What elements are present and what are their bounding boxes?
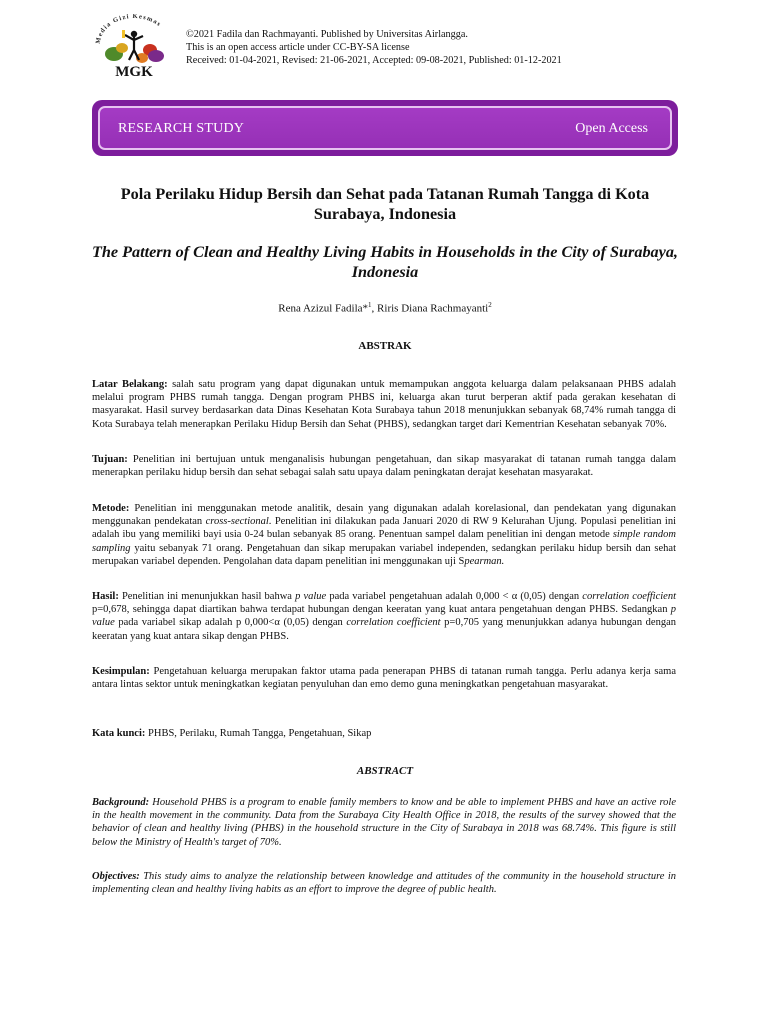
logo-letters: MGK (115, 64, 153, 80)
banner-inner (98, 106, 672, 150)
kata-kunci-text: PHBS, Perilaku, Rumah Tangga, Pengetahuan, Sikap (145, 728, 372, 739)
metode-text-1: Penelitian ini menggunakan metode analitik, desain yang digunakan adalah korelasional, dan pendekatan yang digunakan menggunakan pendekatan (92, 503, 676, 528)
latar-belakang-text: salah satu program yang dapat digunakan untuk memampukan anggota keluarga dalam pelaksanaan PHBS adalah melalui program PHBS rumah tangga. Dengan program PHBS ini, keluarga akan turut berperan aktif pada gerakan kesehatan di masyarakat. Hasil survey berdasarkan data Dinas Kesehatan Kota Surabaya tahun 2018 menunjukkan sebanyak 68,74% rumah tangga di Kota Surabaya telah menerapkan Perilaku Hidup Bersih dan Sehat (PHBS), sedangkan target dari Kementrian Kesehatan sebanyak 70%. (92, 379, 676, 430)
title-english: The Pattern of Clean and Healthy Living Habits in Households in the City of Surabaya, Indonesia (92, 243, 678, 281)
hasil-text-2: pada variabel pengetahuan adalah 0,000 < α (0,05) dengan (326, 591, 583, 602)
metode-paragraph (92, 502, 676, 568)
article-type-banner (92, 100, 678, 156)
tujuan-text: Penelitian ini bertujuan untuk menganalisis hubungan pengetahuan, dan sikap masyarakat di tatanan rumah tangga dalam menerapkan perilaku hidup bersih dan sehat sebagai salah satu upaya dalam peningkatan derajat kesehatan masyarakat. (92, 454, 676, 479)
kesimpulan-text: Pengetahuan keluarga merupakan faktor utama pada penerapan PHBS di tatanan rumah tangga. Perlu adanya kerja sama antara lintas sektor untuk meningkatkan kegiatan penyuluhan dan emo demo guna meningkatkan pengetahuan masyarakat. (92, 666, 676, 691)
journal-logo (92, 14, 176, 80)
copyright-line: ©2021 Fadila dan Rachmayanti. Published by Universitas Airlangga. (186, 29, 468, 40)
publication-meta (186, 28, 562, 67)
mgk-emblem-icon (92, 14, 176, 80)
metode-text-3: yaitu sebanyak 71 orang. Pengetahuan dan sikap merupakan variabel independen, sedangkan perilaku hidup bersih dan sehat merupakan variabel dependen. Pengolahan data dapam penelitian ini menggunakan uji S (92, 542, 676, 567)
kesimpulan-paragraph (92, 665, 676, 691)
background-text: Household PHBS is a program to enable family members to know and be able to implement PHBS and have an active role in the health movement in the community. Data from the Surabaya City Health Office in 2018, the results of the survey showed that the behavior of clean and healthy living (PHBS) in the household structure in the City of Surabaya in 2018 was 68.74%. This figure is still below the Ministry of Health's target of 70%. (92, 797, 676, 848)
abstrak-heading: ABSTRAK (358, 340, 412, 352)
objectives-label: Objectives: (92, 871, 140, 882)
author-2: Riris Diana Rachmayanti (377, 302, 489, 315)
license-line: This is an open access article under CC-BY-SA license (186, 42, 410, 53)
hasil-italic-4: correlation coefficient (346, 617, 441, 629)
metode-label: Metode: (92, 503, 130, 514)
metode-italic-3: pearman. (464, 555, 505, 567)
kata-kunci-paragraph (92, 727, 676, 740)
hasil-italic-1: p value (295, 591, 327, 602)
latar-belakang-paragraph (92, 378, 676, 431)
logo-arc-text: Media Gizi Kesmas (94, 14, 163, 45)
abstract-heading: ABSTRACT (356, 765, 414, 777)
author-separator: , (371, 302, 378, 315)
authors (90, 301, 680, 315)
background-paragraph (92, 796, 676, 849)
open-access-label: Open Access (575, 121, 648, 136)
latar-belakang-label: Latar Belakang: (92, 379, 168, 390)
kesimpulan-label: Kesimpulan: (92, 666, 150, 677)
title-indonesian: Pola Perilaku Hidup Bersih dan Sehat pada Tatanan Rumah Tangga di Kota Surabaya, Indonesia (120, 185, 650, 223)
hasil-text-1: Penelitian ini menunjukkan hasil bahwa (118, 591, 296, 602)
author-2-affiliation: 2 (488, 301, 492, 309)
dates-line: Received: 01-04-2021, Revised: 21-06-2021, Accepted: 09-08-2021, Published: 01-12-2021 (186, 55, 562, 66)
objectives-text: This study aims to analyze the relationship between knowledge and attitudes of the community in the household structure in implementing clean and healthy living habits as an effort to improve the degree of public health. (92, 871, 676, 896)
tujuan-label: Tujuan: (92, 454, 128, 465)
kata-kunci-label: Kata kunci: (92, 728, 146, 739)
hasil-text-3: p=0,678, sehingga dapat diartikan bahwa terdapat hubungan dengan keeratan yang kuat antara pengetahuan dengan PHBS. Sedangkan (92, 604, 671, 616)
hasil-text-5: p=0,705 yang menunjukkan adanya hubungan dengan keeratan yang kuat antara sikap dengan PHBS. (92, 617, 676, 642)
hasil-text-4: pada variabel sikap adalah p 0,000<α (0,05) dengan (114, 617, 347, 629)
hasil-italic-2: correlation coefficient (582, 591, 677, 602)
tujuan-paragraph (92, 453, 676, 479)
hasil-label: Hasil: (92, 591, 119, 602)
hasil-paragraph (92, 590, 676, 643)
article-type-label: RESEARCH STUDY (118, 121, 245, 136)
metode-italic-2: simple random sampling (92, 529, 676, 554)
objectives-paragraph (92, 870, 676, 896)
author-1: Rena Azizul Fadila* (278, 302, 369, 315)
metode-text-2: . Penelitian ini dilakukan pada Januari 2020 di RW 9 Kelurahan Ujung. Populasi penelitian ini adalah ibu yang memiliki bayi usia 0-24 bulan sebanyak 85 orang. Penentuan sampel dalam penelitian ini dengan metode (92, 516, 676, 541)
author-1-affiliation: 1 (368, 301, 372, 309)
metode-italic-1: cross-sectional (205, 516, 269, 528)
hasil-italic-3: p value (92, 604, 676, 629)
svg-text:Media Gizi Kesmas (95, 14, 163, 44)
background-label: Background: (92, 797, 150, 808)
